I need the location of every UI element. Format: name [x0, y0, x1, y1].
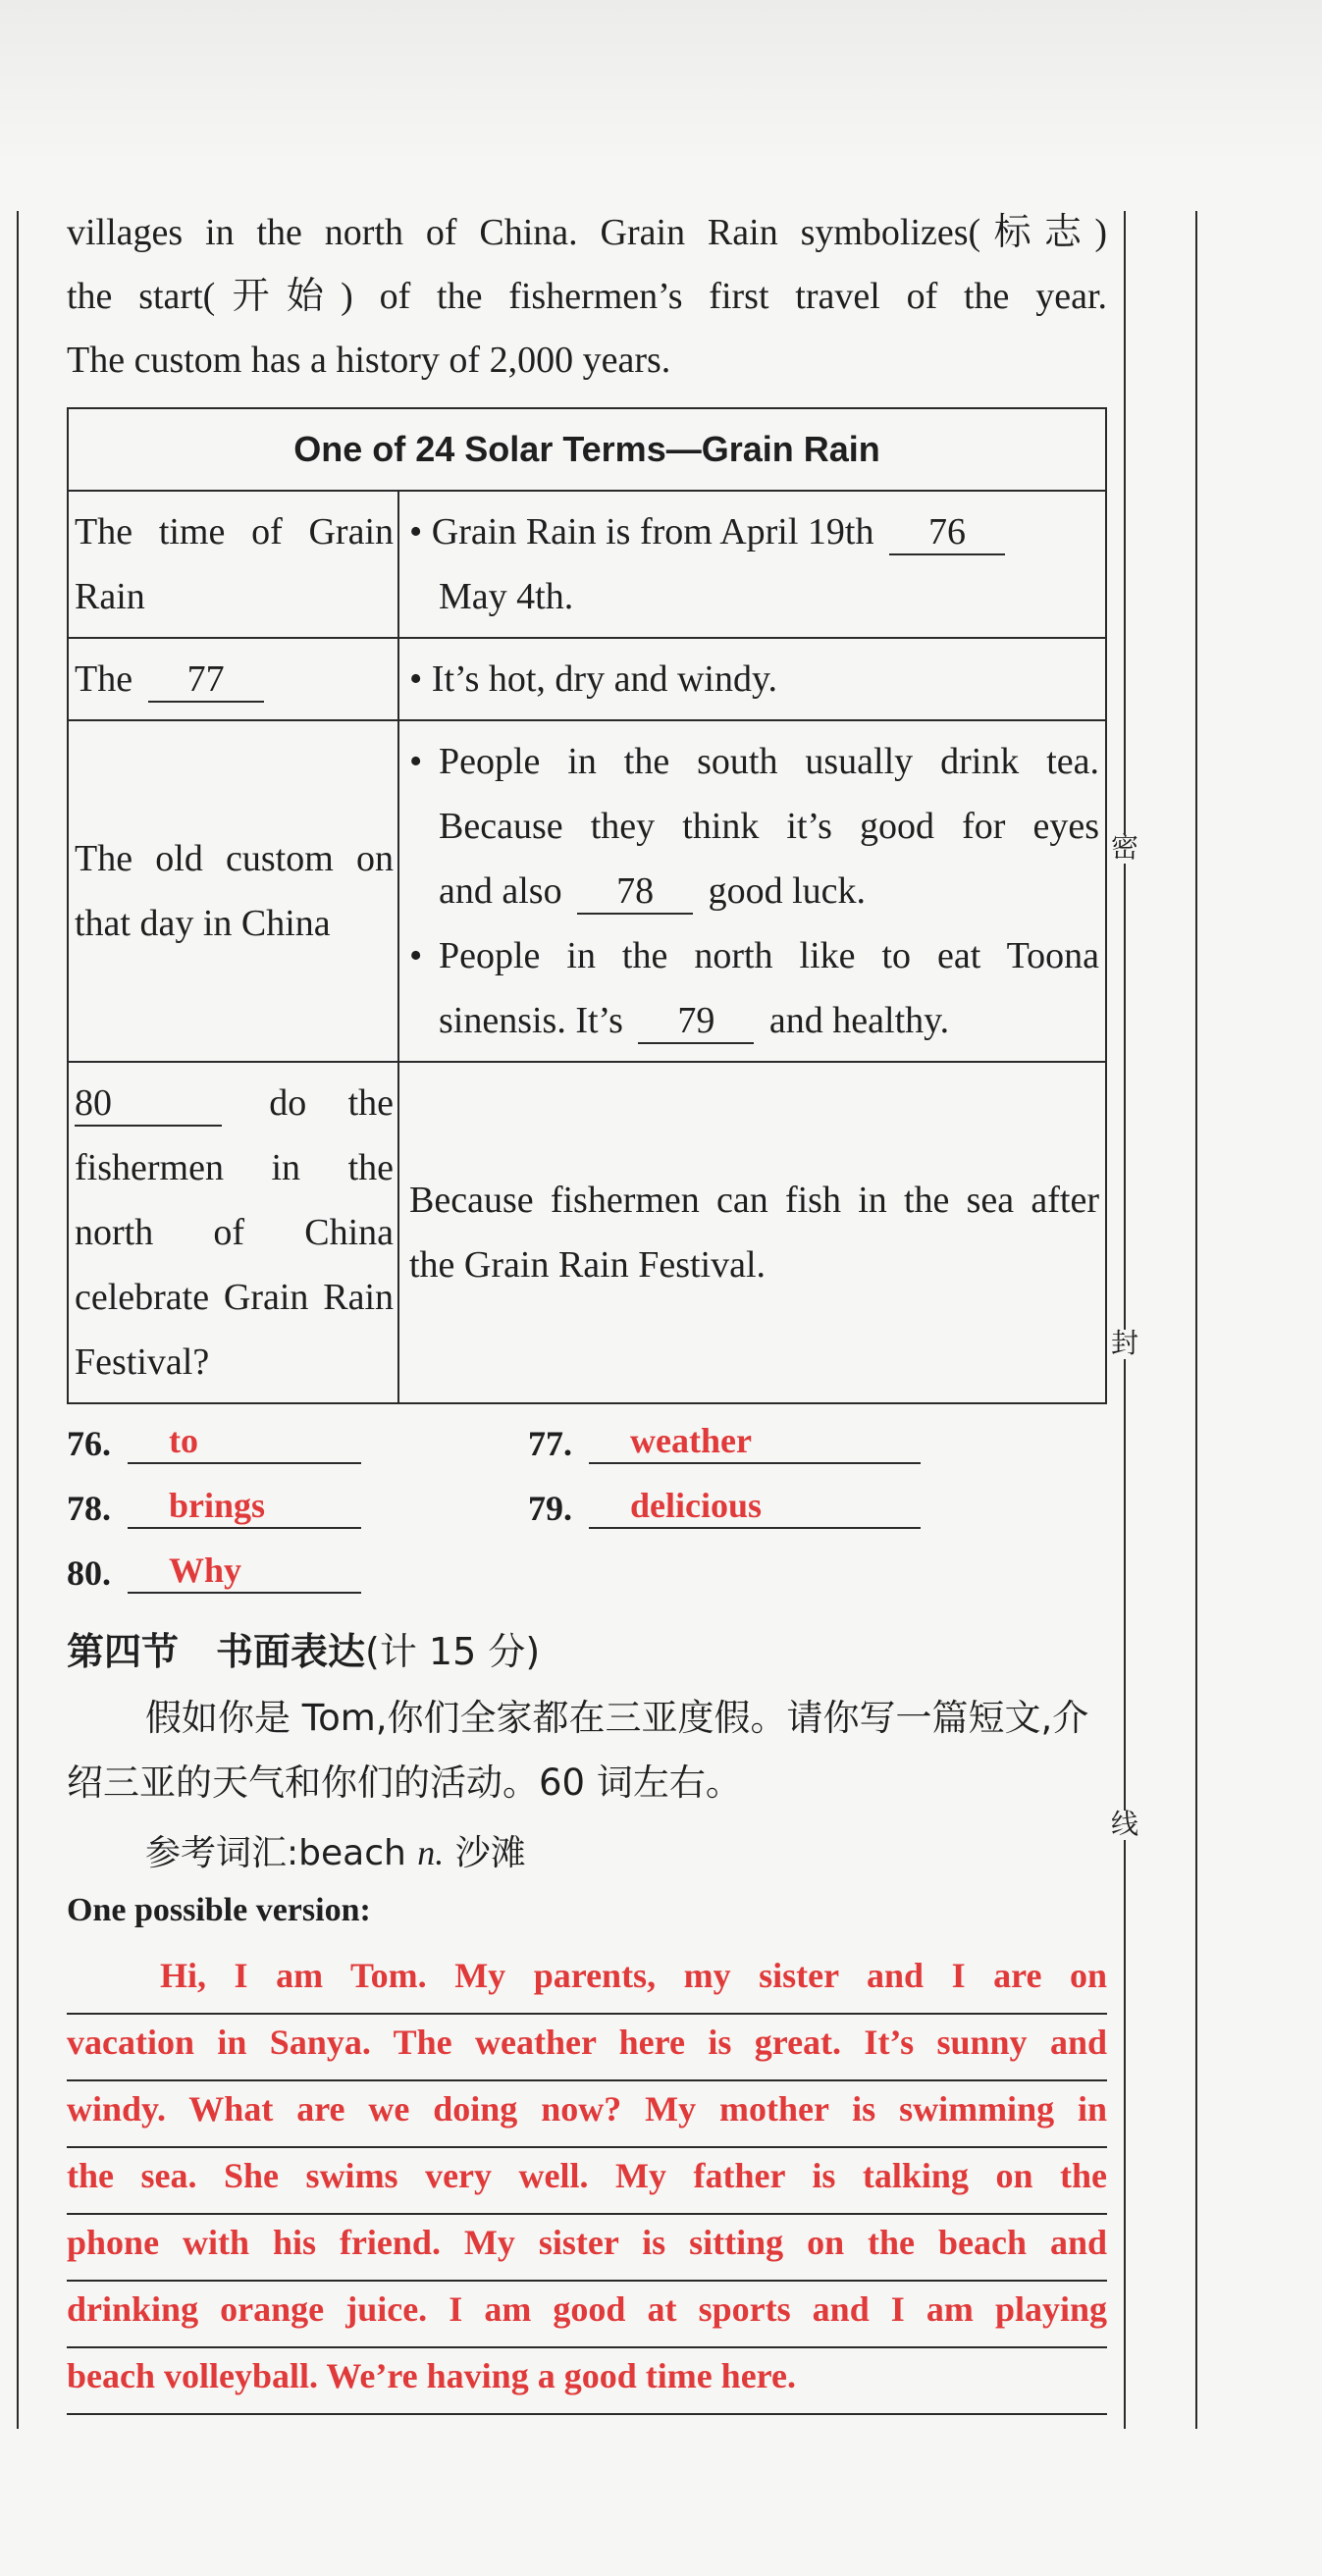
binding-line-inner: [1124, 211, 1126, 2429]
essay-line: drinking orange juice. I am good at sports and I am playing: [67, 2282, 1107, 2348]
reading-passage-tail: [67, 201, 1107, 393]
passage-line: The custom has a history of 2,000 years.: [67, 340, 671, 381]
seal-mark-xian: 线: [1111, 1810, 1139, 1840]
answer-77: 77. weather: [528, 1413, 921, 1464]
left-margin-line: [17, 211, 19, 2429]
row-label-why: 80 do the fishermen in the north of China celebrate Grain Rain Festival?: [68, 1062, 398, 1403]
page-header-shade: [0, 0, 1322, 167]
reference-vocab: 参考词汇:beach n. 沙滩: [145, 1833, 526, 1873]
table-title: One of 24 Solar Terms—Grain Rain: [68, 408, 1106, 491]
blank-79: 79: [638, 999, 754, 1044]
essay-line: windy. What are we doing now? My mother is swimming in: [67, 2081, 1107, 2148]
bullet-south: • People in the south usually drink tea. Because they think it’s good for eyes and also 78 good luck.: [409, 729, 1099, 923]
bullet-north: • People in the north like to eat Toona sinensis. It’s 79 and healthy.: [409, 923, 1099, 1053]
solar-term-table: [67, 407, 1107, 1404]
model-essay: [67, 1948, 1107, 2415]
essay-line: phone with his friend. My sister is sitting on the beach and: [67, 2215, 1107, 2282]
seal-mark-feng: 封: [1111, 1329, 1139, 1359]
passage-line: the start(开始) of the fishermen’s first travel of the year.: [67, 276, 1107, 317]
row-content-time: [398, 491, 1106, 638]
section-title: 第四节 书面表达(计 15 分): [67, 1630, 541, 1673]
row-content-why: Because fishermen can fish in the sea after the Grain Rain Festival.: [398, 1062, 1106, 1403]
answer-79: 79. delicious: [528, 1478, 921, 1529]
blank-76: 76: [889, 510, 1005, 555]
answer-78: 78. brings: [67, 1478, 361, 1529]
essay-line: beach volleyball. We’re having a good time here.: [67, 2348, 1107, 2415]
row-content-custom: [398, 720, 1106, 1062]
seal-mark-mi: 密: [1111, 833, 1139, 864]
row-label-weather: The 77: [68, 638, 398, 720]
writing-prompt: 假如你是 Tom,你们全家都在三亚度假。请你写一篇短文,介绍三亚的天气和你们的活动。60 词左右。: [67, 1697, 1089, 1804]
row-content-weather: • It’s hot, dry and windy.: [398, 638, 1106, 720]
essay-line: Hi, I am Tom. My parents, my sister and I are on: [67, 1948, 1107, 2015]
blank-78: 78: [577, 869, 693, 915]
answer-76: 76. to: [67, 1413, 361, 1464]
binding-line-outer: [1195, 211, 1197, 2429]
passage-line: villages in the north of China. Grain Rain symbolizes(标志): [67, 212, 1107, 253]
row-text: May 4th.: [439, 576, 574, 617]
blank-80: 80: [75, 1081, 222, 1127]
blank-77: 77: [148, 657, 264, 703]
answer-80: 80. Why: [67, 1543, 361, 1594]
row-label-custom: The old custom on that day in China: [68, 720, 398, 1062]
row-label-time: The time of Grain Rain: [68, 491, 398, 638]
essay-line: the sea. She swims very well. My father is talking on the: [67, 2148, 1107, 2215]
row-text: • Grain Rain is from April 19th: [409, 511, 874, 552]
essay-line: vacation in Sanya. The weather here is great. It’s sunny and: [67, 2015, 1107, 2081]
possible-version-label: One possible version:: [67, 1892, 371, 1928]
